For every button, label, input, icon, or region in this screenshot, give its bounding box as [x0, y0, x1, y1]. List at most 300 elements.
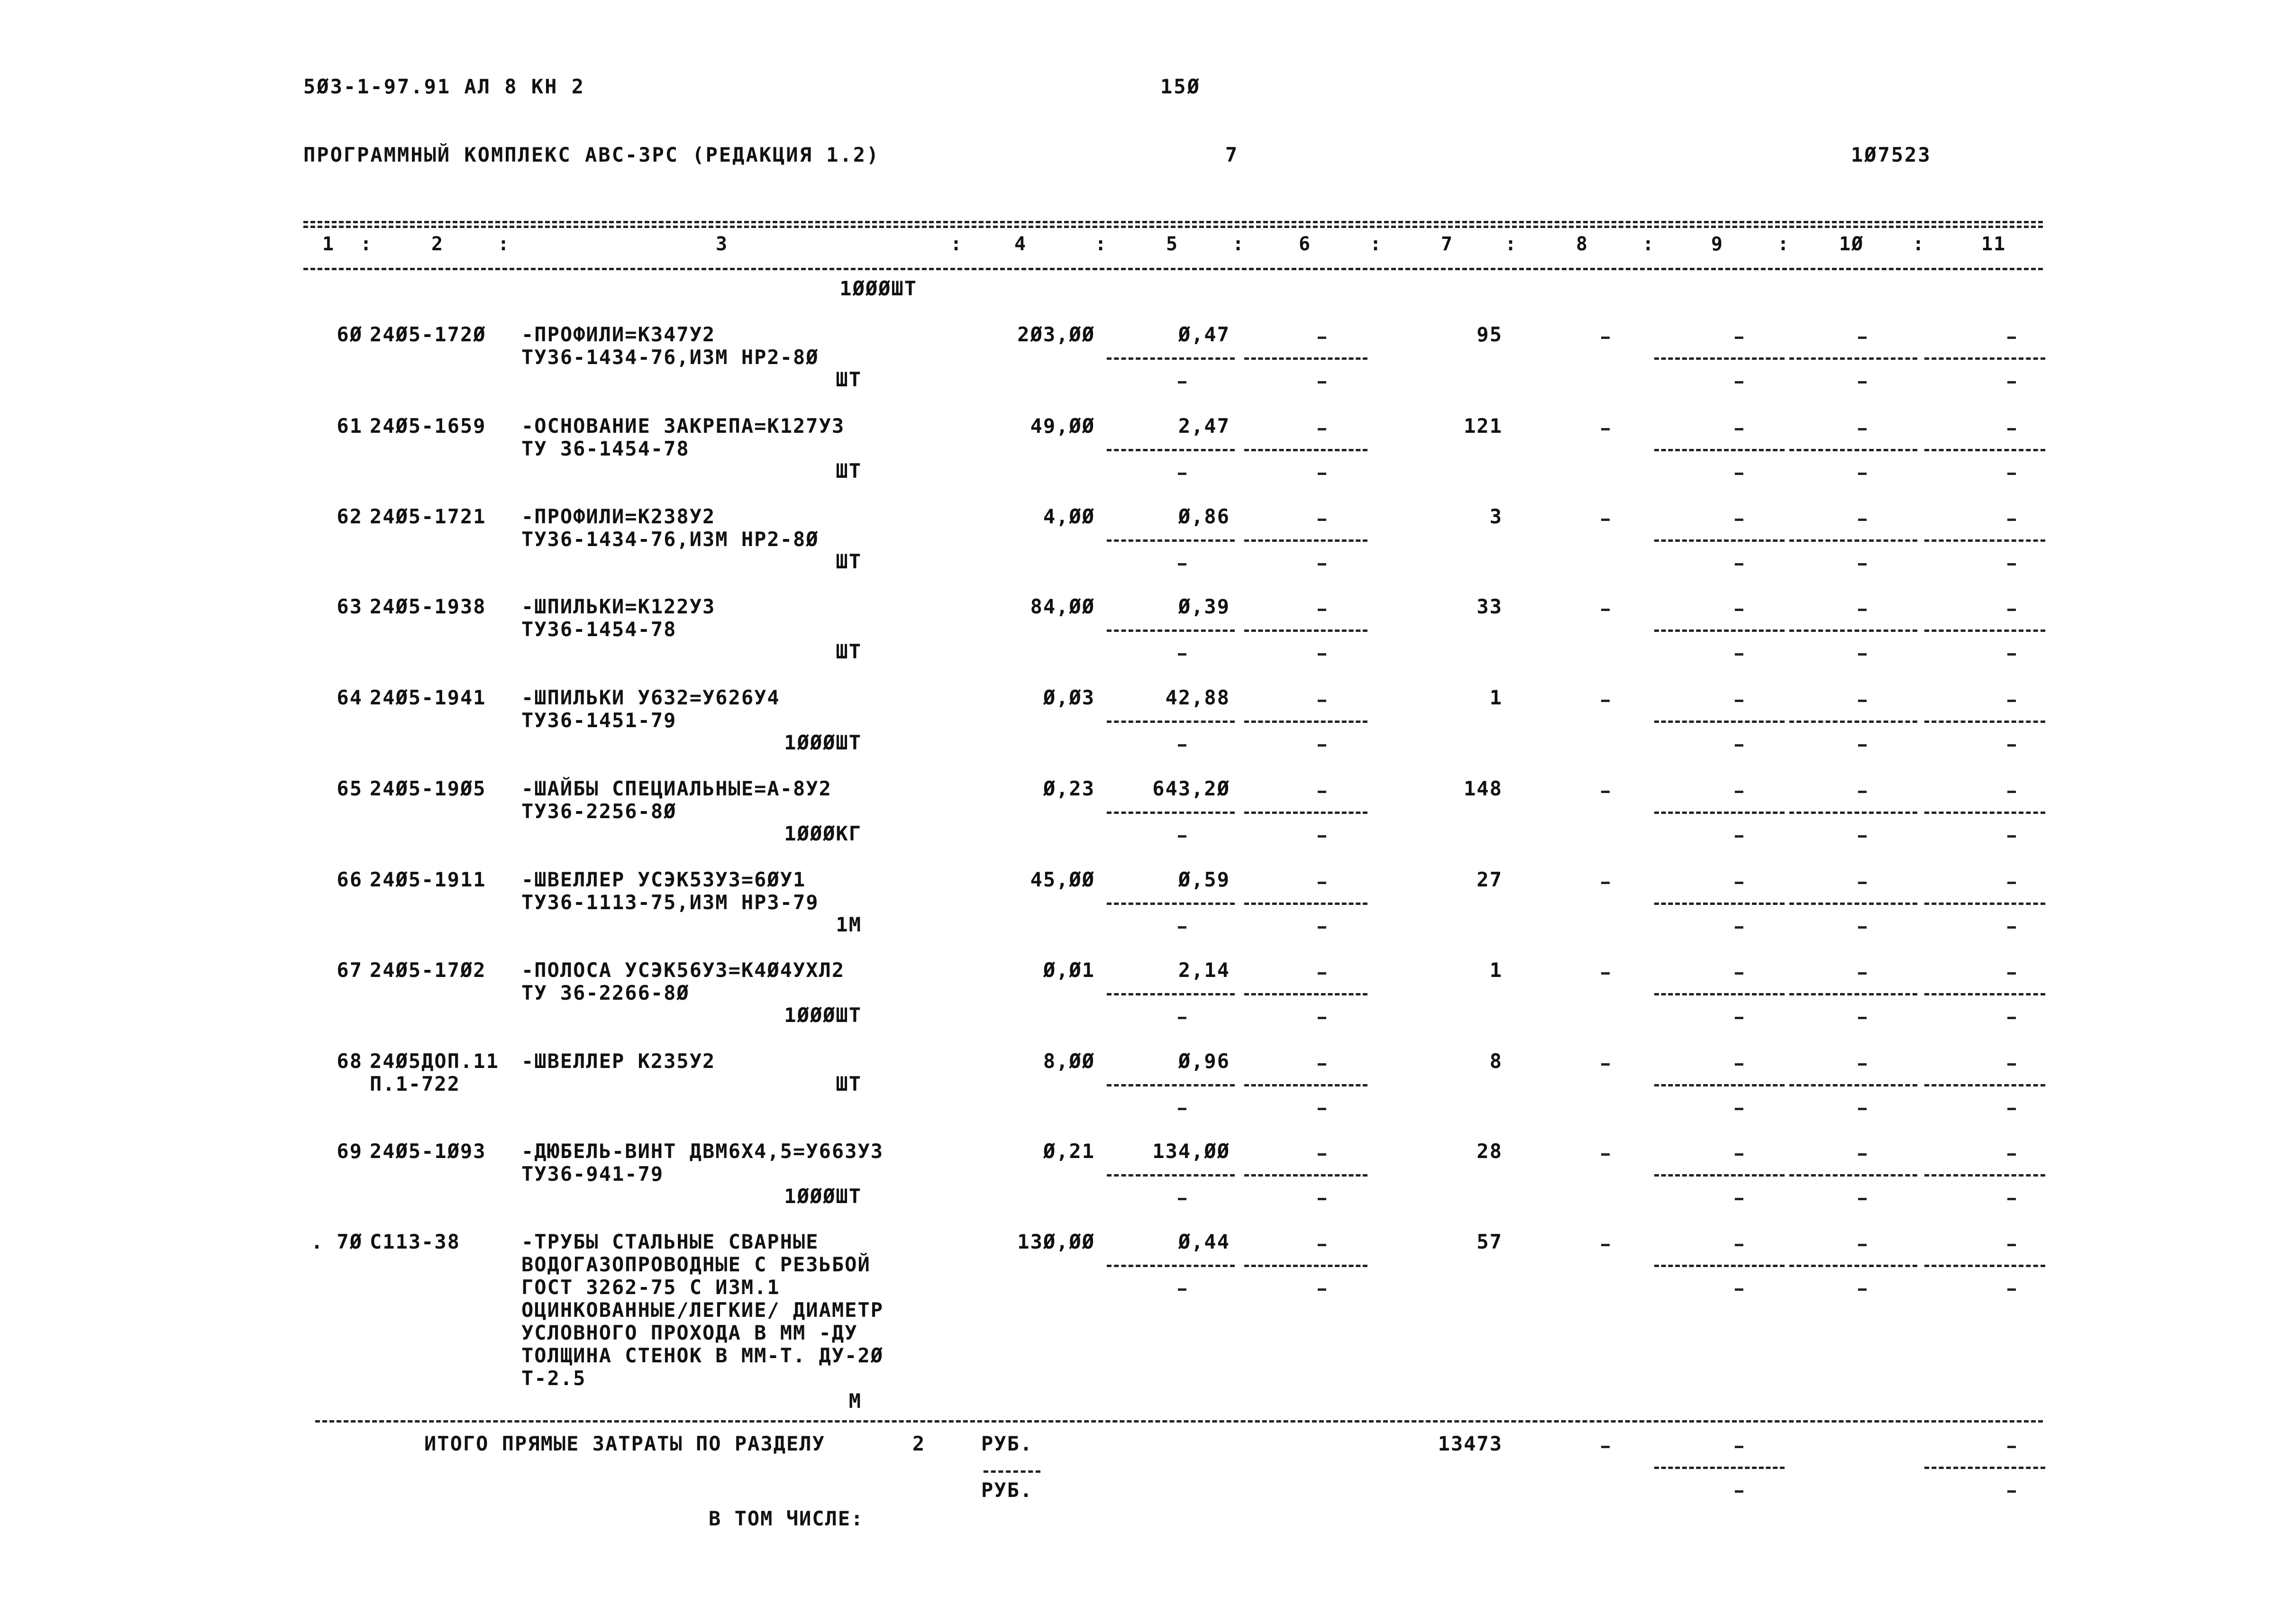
- dash-col11-sub: [2007, 473, 2016, 475]
- row-number: 64: [337, 686, 363, 709]
- dash-col6: [1318, 337, 1326, 339]
- currency-label-2: РУБ.: [981, 1478, 1033, 1502]
- column-number-6: 6: [1299, 233, 1312, 255]
- sub-rule-col9: [1654, 1265, 1785, 1267]
- dash-col6: [1318, 1153, 1326, 1156]
- dash-col6: [1318, 1063, 1326, 1066]
- dash-col9: [1735, 882, 1743, 884]
- dash-col9-sub: [1735, 1017, 1743, 1019]
- item-name-line: -ШПИЛЬКИ=К122У3: [521, 595, 716, 618]
- unit-of-measure: 1ØØØКГ: [784, 822, 862, 845]
- dash-col11-sub: [2007, 1288, 2016, 1291]
- dash-col10-sub: [1858, 653, 1867, 656]
- unit-price: Ø,86: [1178, 505, 1230, 528]
- sub-rule-col11: [1924, 993, 2045, 995]
- item-name-line: -ПОЛОСА УСЭК56У3=К4Ø4УХЛ2: [521, 958, 845, 982]
- column-number-9: 9: [1711, 233, 1724, 255]
- total-cost: 27: [1476, 868, 1503, 891]
- column-separator: :: [1232, 233, 1244, 255]
- dash-col10-sub: [1858, 926, 1867, 929]
- unit-price: Ø,44: [1178, 1230, 1230, 1253]
- item-name-line: -ОСНОВАНИЕ ЗАКРЕПА=К127У3: [521, 414, 845, 438]
- quantity: Ø,Ø1: [1043, 958, 1095, 982]
- quantity: 45,ØØ: [1030, 868, 1095, 891]
- column-number-5: 5: [1166, 233, 1179, 255]
- item-name-line: -ШВЕЛЛЕР УСЭК53У3=6ØУ1: [521, 868, 806, 891]
- total-label: ИТОГО ПРЯМЫЕ ЗАТРАТЫ ПО РАЗДЕЛУ: [424, 1432, 825, 1455]
- unit-price: 2,47: [1178, 414, 1230, 438]
- dash-col10: [1858, 882, 1867, 884]
- dash-col11-sub: [2007, 744, 2016, 747]
- item-code: 24Ø5-1721: [370, 505, 486, 528]
- item-code: 24Ø5-1938: [370, 595, 486, 618]
- item-name-line: -ПРОФИЛИ=К347У2: [521, 323, 716, 346]
- sub-rule-col5: [1107, 812, 1235, 814]
- item-name-line: ТУ36-1434-76,ИЗМ НР2-8Ø: [521, 346, 819, 369]
- dash-col6-sub: [1318, 1108, 1326, 1110]
- dash-col10-sub: [1858, 563, 1867, 566]
- sub-rule-col6: [1244, 357, 1367, 360]
- sub-rule-col11: [1924, 630, 2045, 632]
- dash-col11-sub: [2007, 1017, 2016, 1019]
- unit-of-measure: ШТ: [836, 1072, 862, 1095]
- total-cost: 121: [1464, 414, 1503, 438]
- unit-of-measure: ШТ: [836, 550, 862, 573]
- dash-col6-sub: [1318, 1198, 1326, 1200]
- dash-col6-sub: [1318, 653, 1326, 656]
- dash-col5-sub: [1178, 1108, 1186, 1110]
- column-separator: :: [1777, 233, 1789, 255]
- dash-total-col9: [1735, 1446, 1743, 1448]
- sub-rule-col11: [1924, 903, 2045, 905]
- dash-col6-sub: [1318, 835, 1326, 838]
- total-rule: [315, 1420, 2043, 1423]
- item-name-line: ТУ 36-1454-78: [521, 437, 690, 460]
- sub-rule-col6: [1244, 630, 1367, 632]
- item-name-line: ТУ36-941-79: [521, 1162, 664, 1186]
- dash-col10-sub: [1858, 835, 1867, 838]
- sub-rule-col10: [1789, 1265, 1917, 1267]
- dash-col9: [1735, 1244, 1743, 1246]
- dash-col10: [1858, 519, 1867, 521]
- dash-col11: [2007, 428, 2016, 430]
- item-name-line: ТОЛЩИНА СТЕНОК В ММ-Т. ДУ-2Ø: [521, 1344, 884, 1367]
- dash-col11: [2007, 1063, 2016, 1066]
- dash-col11-sub: [2007, 1198, 2016, 1200]
- sub-rule-col11: [1924, 449, 2045, 451]
- sub-rule-col6: [1244, 721, 1367, 723]
- dash-col8: [1601, 700, 1610, 702]
- row-number: . 7Ø: [310, 1230, 363, 1253]
- quantity: 84,ØØ: [1030, 595, 1095, 618]
- dash-col10: [1858, 700, 1867, 702]
- dash-col5-sub: [1178, 835, 1186, 838]
- sub-rule-col11: [1924, 721, 2045, 723]
- dash-col8: [1601, 1244, 1610, 1246]
- total-cost: 148: [1464, 777, 1503, 800]
- unit-price: 134,ØØ: [1152, 1140, 1230, 1163]
- sub-rule-col9: [1654, 993, 1785, 995]
- total-cost: 1: [1489, 958, 1503, 982]
- dash-col5-sub: [1178, 381, 1186, 383]
- unit-price: Ø,96: [1178, 1049, 1230, 1073]
- sub-rule-col6: [1244, 1084, 1367, 1086]
- dash-col9-sub: [1735, 1108, 1743, 1110]
- sub-rule-col11: [1924, 1265, 2045, 1267]
- program-title: ПРОГРАММНЫЙ КОМПЛЕКС АВС-3РС (РЕДАКЦИЯ 1.2): [303, 143, 880, 166]
- column-separator: :: [1370, 233, 1382, 255]
- dash-col5-sub: [1178, 1198, 1186, 1200]
- column-separator: :: [498, 233, 510, 255]
- dash-col9-sub: [1735, 926, 1743, 929]
- item-code: 24Ø5-1941: [370, 686, 486, 709]
- sheet-number: 7: [1225, 143, 1239, 166]
- dash-col10: [1858, 1063, 1867, 1066]
- dash-col8: [1601, 882, 1610, 884]
- row-number: 68: [337, 1049, 363, 1073]
- row-number: 62: [337, 505, 363, 528]
- dash-col10: [1858, 428, 1867, 430]
- sub-rule-col10: [1789, 903, 1917, 905]
- sub-rule-col6: [1244, 993, 1367, 995]
- sub-rule-col11: [1924, 1174, 2045, 1177]
- sub-rule-col9: [1654, 721, 1785, 723]
- dash-col6-sub: [1318, 1288, 1326, 1291]
- dash-col8: [1601, 609, 1610, 611]
- total-cost: 8: [1489, 1049, 1503, 1073]
- dash-col9-sub: [1735, 473, 1743, 475]
- column-separator: :: [1642, 233, 1654, 255]
- dash-col11: [2007, 1153, 2016, 1156]
- dash-col6: [1318, 609, 1326, 611]
- dash-col11: [2007, 609, 2016, 611]
- sub-rule-col5: [1107, 993, 1235, 995]
- dash-col11: [2007, 519, 2016, 521]
- sub-rule-col11: [1924, 812, 2045, 814]
- dash-col9: [1735, 519, 1743, 521]
- item-name-line: ОЦИНКОВАННЫЕ/ЛЕГКИЕ/ ДИАМЕТР: [521, 1298, 884, 1322]
- sub-rule-col10: [1789, 812, 1917, 814]
- currency-underline: [984, 1470, 1040, 1473]
- sub-rule-col9: [1654, 812, 1785, 814]
- dash-col9: [1735, 609, 1743, 611]
- dash-col5-sub: [1178, 1017, 1186, 1019]
- sub-rule-col9: [1654, 1174, 1785, 1177]
- dash-col10-sub: [1858, 1108, 1867, 1110]
- sub-rule-col6: [1244, 1174, 1367, 1177]
- dash-col6: [1318, 791, 1326, 793]
- item-name-line: -ШАЙБЫ СПЕЦИАЛЬНЫЕ=А-8У2: [521, 777, 832, 800]
- row-number: 66: [337, 868, 363, 891]
- quantity: 2Ø3,ØØ: [1017, 323, 1095, 346]
- row-number: 65: [337, 777, 363, 800]
- dash-col6: [1318, 1244, 1326, 1246]
- quantity: Ø,23: [1043, 777, 1095, 800]
- item-name-line: -ШВЕЛЛЕР К235У2: [521, 1049, 716, 1073]
- quantity: 13Ø,ØØ: [1017, 1230, 1095, 1253]
- dash-col6: [1318, 882, 1326, 884]
- dash-col6: [1318, 700, 1326, 702]
- sub-rule-col5: [1107, 1084, 1235, 1086]
- unit-of-measure: 1ØØØШТ: [784, 1185, 862, 1208]
- total-cost: 28: [1476, 1140, 1503, 1163]
- quantity: 8,ØØ: [1043, 1049, 1095, 1073]
- currency-label: РУБ.: [981, 1432, 1033, 1455]
- item-code: 24Ø5ДОП.11: [370, 1049, 499, 1073]
- sub-rule-col6: [1244, 449, 1367, 451]
- dash-col11: [2007, 791, 2016, 793]
- document-id: 1Ø7523: [1851, 143, 1932, 166]
- dash-col6-sub: [1318, 744, 1326, 747]
- total-cost: 1: [1489, 686, 1503, 709]
- row-number: 69: [337, 1140, 363, 1163]
- dash-col9: [1735, 337, 1743, 339]
- item-name-line: ТУ 36-2266-8Ø: [521, 981, 690, 1004]
- table-top-rule-2: [303, 226, 2043, 228]
- sub-rule-col10: [1789, 721, 1917, 723]
- dash-col6: [1318, 972, 1326, 975]
- dash-col11: [2007, 337, 2016, 339]
- unit-price: Ø,39: [1178, 595, 1230, 618]
- column-separator: :: [1505, 233, 1517, 255]
- item-code: 24Ø5-1911: [370, 868, 486, 891]
- dash-col11: [2007, 972, 2016, 975]
- unit-of-measure: 1ØØØШТ: [784, 731, 862, 754]
- sub-rule-col11: [1924, 1084, 2045, 1086]
- total-cost: 3: [1489, 505, 1503, 528]
- dash-col11: [2007, 882, 2016, 884]
- item-code-line2: П.1-722: [370, 1072, 461, 1095]
- dash-col5-sub: [1178, 744, 1186, 747]
- unit-of-measure: М: [848, 1389, 862, 1413]
- unit-of-measure: 1ØØØШТ: [784, 1004, 862, 1027]
- dash-col10: [1858, 1244, 1867, 1246]
- sub-rule-col5: [1107, 721, 1235, 723]
- column-number-4: 4: [1014, 233, 1027, 255]
- dash-col6-sub: [1318, 381, 1326, 383]
- sub-rule-col10: [1789, 357, 1917, 360]
- sub-rule-col5: [1107, 1174, 1235, 1177]
- dash-col9-sub: [1735, 1288, 1743, 1291]
- row-number: 67: [337, 958, 363, 982]
- column-header-rule: [303, 268, 2043, 270]
- dash-col9: [1735, 700, 1743, 702]
- item-name-line: УСЛОВНОГО ПРОХОДА В ММ -ДУ: [521, 1321, 858, 1344]
- row-number: 61: [337, 414, 363, 438]
- sub-rule-col5: [1107, 903, 1235, 905]
- dash-col10-sub: [1858, 1017, 1867, 1019]
- dash-col9-sub: [1735, 835, 1743, 838]
- dash-col11-sub: [2007, 926, 2016, 929]
- unit-of-measure: 1М: [836, 913, 862, 936]
- total-sub-rule-col11: [1924, 1467, 2045, 1469]
- dash-col10: [1858, 791, 1867, 793]
- item-name-line: ТУ36-1113-75,ИЗМ НР3-79: [521, 891, 819, 914]
- dash-col10-sub: [1858, 744, 1867, 747]
- sub-rule-col10: [1789, 993, 1917, 995]
- dash-col9-sub: [1735, 381, 1743, 383]
- sub-rule-col9: [1654, 630, 1785, 632]
- sub-rule-col5: [1107, 630, 1235, 632]
- dash-total-col11: [2007, 1446, 2016, 1448]
- dash-col9: [1735, 1063, 1743, 1066]
- dash-col8: [1601, 428, 1610, 430]
- sub-rule-col6: [1244, 1265, 1367, 1267]
- column-separator: :: [950, 233, 962, 255]
- dash-col11: [2007, 700, 2016, 702]
- item-code: С113-38: [370, 1230, 461, 1253]
- section-number: 2: [912, 1432, 926, 1455]
- dash-col10: [1858, 337, 1867, 339]
- unit-of-measure: ШТ: [836, 640, 862, 663]
- item-name-line: Т-2.5: [521, 1367, 586, 1390]
- column-separator: :: [1913, 233, 1924, 255]
- row-number: 63: [337, 595, 363, 618]
- quantity: Ø,Ø3: [1043, 686, 1095, 709]
- dash-col6-sub: [1318, 926, 1326, 929]
- item-name-line: ТУ36-2256-8Ø: [521, 800, 677, 823]
- quantity: 4,ØØ: [1043, 505, 1095, 528]
- quantity: 49,ØØ: [1030, 414, 1095, 438]
- quantity: Ø,21: [1043, 1140, 1095, 1163]
- dash-col9-sub: [1735, 1198, 1743, 1200]
- sub-rule-col5: [1107, 1265, 1235, 1267]
- total-sum: 13473: [1438, 1432, 1503, 1455]
- sub-rule-col10: [1789, 449, 1917, 451]
- column-number-1: 1: [322, 233, 335, 255]
- dash-col5-sub: [1178, 1288, 1186, 1291]
- dash-col5-sub: [1178, 563, 1186, 566]
- dash-col11-sub: [2007, 835, 2016, 838]
- item-name-line: -ШПИЛЬКИ У632=У626У4: [521, 686, 780, 709]
- sub-rule-col9: [1654, 903, 1785, 905]
- dash-col11-sub: [2007, 563, 2016, 566]
- column-number-3: 3: [716, 233, 729, 255]
- dash-col9: [1735, 428, 1743, 430]
- dash-col8: [1601, 1063, 1610, 1066]
- total-cost: 57: [1476, 1230, 1503, 1253]
- unit-of-measure: ШТ: [836, 459, 862, 483]
- item-name-line: -ДЮБЕЛЬ-ВИНТ ДВМ6Х4,5=У663У3: [521, 1140, 884, 1163]
- dash-col10: [1858, 1153, 1867, 1156]
- dash-col8: [1601, 972, 1610, 975]
- item-name-line: ТУ36-1454-78: [521, 618, 677, 641]
- dash-col9: [1735, 791, 1743, 793]
- item-code: 24Ø5-1Ø93: [370, 1140, 486, 1163]
- item-code: 24Ø5-19Ø5: [370, 777, 486, 800]
- dash-col9-sub: [1735, 653, 1743, 656]
- dash-col10-sub: [1858, 1198, 1867, 1200]
- sub-rule-col6: [1244, 812, 1367, 814]
- column-number-2: 2: [431, 233, 444, 255]
- sub-rule-col11: [1924, 539, 2045, 542]
- dash-col10: [1858, 972, 1867, 975]
- total-cost: 33: [1476, 595, 1503, 618]
- item-name-line: ГОСТ 3262-75 С ИЗМ.1: [521, 1276, 780, 1299]
- dash-total-col11-sub: [2007, 1490, 2016, 1493]
- item-name-line: ВОДОГАЗОПРОВОДНЫЕ С РЕЗЬБОЙ: [521, 1253, 871, 1276]
- column-number-8: 8: [1576, 233, 1589, 255]
- table-top-rule: [303, 221, 2043, 223]
- item-name-line: ТУ36-1434-76,ИЗМ НР2-8Ø: [521, 528, 819, 551]
- sub-rule-col10: [1789, 1174, 1917, 1177]
- column-number-10: 1Ø: [1839, 233, 1864, 255]
- total-cost: 95: [1476, 323, 1503, 346]
- dash-col11-sub: [2007, 1108, 2016, 1110]
- column-separator: :: [360, 233, 372, 255]
- unit-price: 643,2Ø: [1152, 777, 1230, 800]
- unit-price: Ø,59: [1178, 868, 1230, 891]
- sub-rule-col10: [1789, 630, 1917, 632]
- sub-rule-col5: [1107, 539, 1235, 542]
- dash-col9-sub: [1735, 744, 1743, 747]
- sub-rule-col5: [1107, 357, 1235, 360]
- dash-col5-sub: [1178, 653, 1186, 656]
- dash-col10-sub: [1858, 1288, 1867, 1291]
- sub-rule-col9: [1654, 1084, 1785, 1086]
- sub-rule-col9: [1654, 449, 1785, 451]
- column-number-11: 11: [1981, 233, 2006, 255]
- carried-unit: 1ØØØШТ: [839, 277, 917, 300]
- total-sub-rule-col9: [1654, 1467, 1785, 1469]
- column-separator: :: [1095, 233, 1107, 255]
- row-number: 6Ø: [337, 323, 363, 346]
- dash-col9-sub: [1735, 563, 1743, 566]
- sub-rule-col6: [1244, 903, 1367, 905]
- dash-col9: [1735, 1153, 1743, 1156]
- sub-rule-col11: [1924, 357, 2045, 360]
- sub-rule-col10: [1789, 1084, 1917, 1086]
- item-code: 24Ø5-172Ø: [370, 323, 486, 346]
- dash-col6-sub: [1318, 473, 1326, 475]
- item-name-line: -ТРУБЫ СТАЛЬНЫЕ СВАРНЫЕ: [521, 1230, 819, 1253]
- dash-col8: [1601, 1153, 1610, 1156]
- dash-col10-sub: [1858, 381, 1867, 383]
- dash-col8: [1601, 337, 1610, 339]
- unit-price: 42,88: [1165, 686, 1230, 709]
- dash-col5-sub: [1178, 473, 1186, 475]
- unit-price: Ø,47: [1178, 323, 1230, 346]
- dash-col10-sub: [1858, 473, 1867, 475]
- page-number: 15Ø: [1160, 75, 1201, 98]
- dash-col11-sub: [2007, 381, 2016, 383]
- dash-col6-sub: [1318, 563, 1326, 566]
- unit-of-measure: ШТ: [836, 368, 862, 391]
- column-number-7: 7: [1441, 233, 1454, 255]
- dash-col6: [1318, 428, 1326, 430]
- dash-col5-sub: [1178, 926, 1186, 929]
- sub-rule-col6: [1244, 539, 1367, 542]
- dash-total-col8: [1601, 1446, 1610, 1448]
- sub-rule-col9: [1654, 357, 1785, 360]
- including-label: В ТОМ ЧИСЛЕ:: [709, 1507, 864, 1530]
- item-code: 24Ø5-17Ø2: [370, 958, 486, 982]
- item-name-line: ТУ36-1451-79: [521, 709, 677, 732]
- sub-rule-col5: [1107, 449, 1235, 451]
- dash-col9: [1735, 972, 1743, 975]
- sub-rule-col9: [1654, 539, 1785, 542]
- item-code: 24Ø5-1659: [370, 414, 486, 438]
- dash-col11: [2007, 1244, 2016, 1246]
- dash-col6-sub: [1318, 1017, 1326, 1019]
- dash-col8: [1601, 519, 1610, 521]
- item-name-line: -ПРОФИЛИ=К238У2: [521, 505, 716, 528]
- document-code: 5Ø3-1-97.91 АЛ 8 КН 2: [303, 75, 585, 98]
- dash-total-col9-sub: [1735, 1490, 1743, 1493]
- dash-col10: [1858, 609, 1867, 611]
- dash-col11-sub: [2007, 653, 2016, 656]
- dash-col6: [1318, 519, 1326, 521]
